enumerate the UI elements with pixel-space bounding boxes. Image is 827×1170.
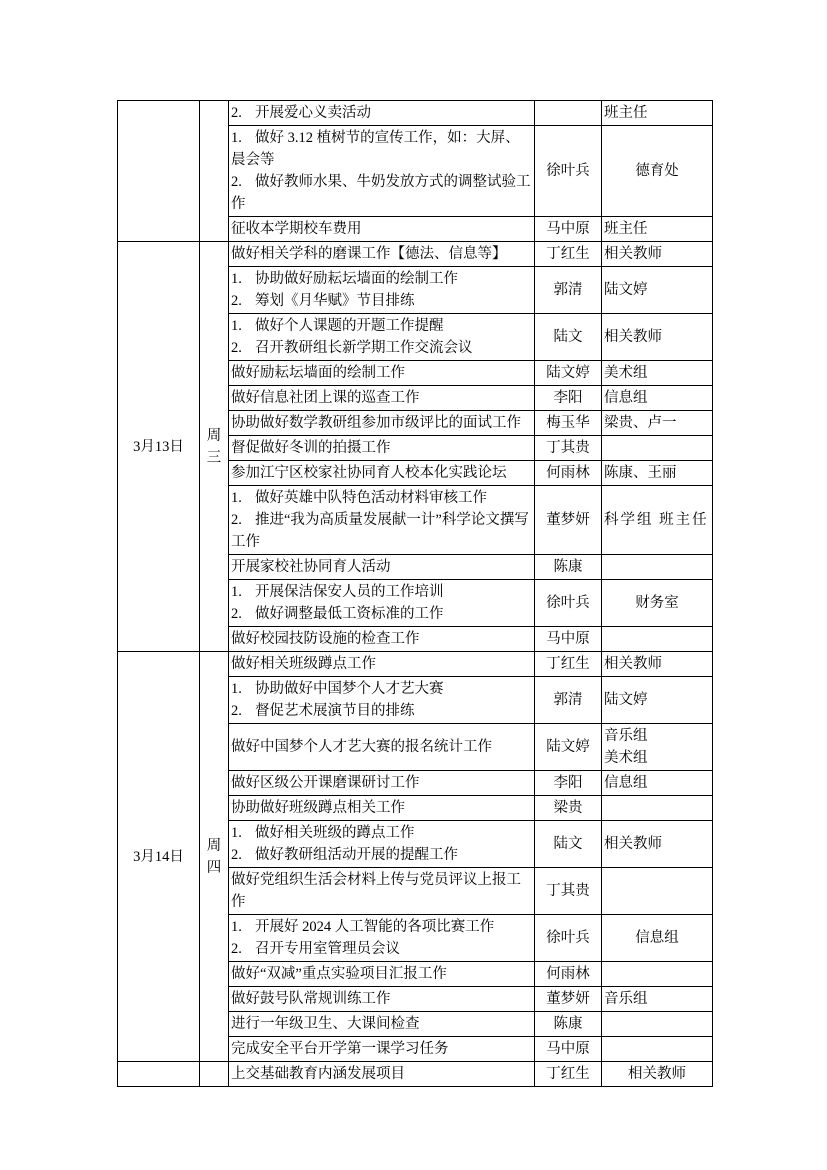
task-line: 1. 做好英雄中队特色活动材料审核工作 bbox=[231, 487, 532, 509]
list-number: 2. bbox=[231, 174, 242, 190]
dept-line: 信息组 bbox=[604, 775, 648, 791]
dept-cell bbox=[602, 461, 713, 486]
task-cell bbox=[229, 677, 535, 724]
dept-line: 相关教师 bbox=[628, 1066, 686, 1082]
task-line: 做好校园技防设施的检查工作 bbox=[231, 631, 420, 647]
person-cell: 徐叶兵 bbox=[535, 915, 602, 962]
dept-cell bbox=[602, 1012, 713, 1037]
task-cell bbox=[229, 1037, 535, 1062]
person-cell: 何雨林 bbox=[535, 962, 602, 987]
dept-cell bbox=[602, 915, 713, 962]
person-cell: 徐叶兵 bbox=[535, 126, 602, 217]
dept-line: 音乐组 bbox=[604, 991, 648, 1007]
date-cell: 3月13日 bbox=[118, 242, 200, 652]
task-line: 做好区级公开课磨课研讨工作 bbox=[231, 775, 420, 791]
task-cell bbox=[229, 1062, 535, 1087]
task-line: 2. 开展爱心义卖活动 bbox=[231, 102, 532, 124]
task-line: 参加江宁区校家社协同育人校本化实践论坛 bbox=[231, 465, 507, 481]
dept-cell bbox=[602, 987, 713, 1012]
task-line: 做好中国梦个人才艺大赛的报名统计工作 bbox=[231, 739, 492, 755]
dept-line: 信息组 bbox=[635, 930, 679, 946]
dept-line: 梁贵、卢一 bbox=[604, 415, 677, 431]
dept-cell bbox=[602, 242, 713, 267]
dept-cell bbox=[602, 1037, 713, 1062]
task-line: 1. 开展保洁保安人员的工作培训 bbox=[231, 581, 532, 603]
list-number: 1. bbox=[231, 919, 242, 935]
task-cell bbox=[229, 580, 535, 627]
dept-cell bbox=[602, 386, 713, 411]
table-row bbox=[118, 242, 713, 267]
task-cell bbox=[229, 486, 535, 555]
dept-cell bbox=[602, 796, 713, 821]
dept-line: 相关教师 bbox=[604, 656, 662, 672]
person-cell: 郭清 bbox=[535, 267, 602, 314]
person-cell: 丁红生 bbox=[535, 652, 602, 677]
task-cell bbox=[229, 361, 535, 386]
task-cell bbox=[229, 868, 535, 915]
weekday-cell: 周四 bbox=[200, 652, 229, 1062]
list-number: 2. bbox=[231, 293, 242, 309]
dept-line: 美术组 bbox=[604, 365, 648, 381]
dept-cell bbox=[602, 724, 713, 771]
list-number: 1. bbox=[231, 318, 242, 334]
task-cell bbox=[229, 461, 535, 486]
table-row bbox=[118, 101, 713, 126]
person-cell: 徐叶兵 bbox=[535, 580, 602, 627]
task-line: 2. 做好调整最低工资标准的工作 bbox=[231, 603, 532, 625]
task-cell bbox=[229, 126, 535, 217]
date-cell bbox=[118, 101, 200, 242]
task-line: 1. 做好个人课题的开题工作提醒 bbox=[231, 315, 532, 337]
person-cell: 何雨林 bbox=[535, 461, 602, 486]
dept-line: 科学组 班主任 bbox=[604, 512, 709, 528]
person-cell bbox=[535, 101, 602, 126]
task-cell bbox=[229, 987, 535, 1012]
dept-cell bbox=[602, 627, 713, 652]
dept-cell bbox=[602, 868, 713, 915]
task-line: 2. 推进“我为高质量发展献一计”科学论文撰写工作 bbox=[231, 509, 532, 553]
person-cell: 董梦妍 bbox=[535, 987, 602, 1012]
person-cell: 李阳 bbox=[535, 771, 602, 796]
task-cell bbox=[229, 915, 535, 962]
task-line: 2. 做好教研组活动开展的提醒工作 bbox=[231, 844, 532, 866]
person-cell: 陆文婷 bbox=[535, 724, 602, 771]
task-line: 完成安全平台开学第一课学习任务 bbox=[231, 1041, 449, 1057]
task-cell bbox=[229, 1012, 535, 1037]
task-line: 2. 召开教研组长新学期工作交流会议 bbox=[231, 337, 532, 359]
weekday-cell: 周三 bbox=[200, 242, 229, 652]
task-line: 开展家校社协同育人活动 bbox=[231, 559, 391, 575]
schedule-table-body bbox=[118, 101, 713, 1087]
task-line: 做好“双减”重点实验项目汇报工作 bbox=[231, 966, 447, 982]
dept-line: 相关教师 bbox=[604, 246, 662, 262]
person-cell: 丁红生 bbox=[535, 1062, 602, 1087]
task-cell bbox=[229, 796, 535, 821]
task-line: 做好信息社团上课的巡查工作 bbox=[231, 390, 420, 406]
task-cell bbox=[229, 242, 535, 267]
person-cell: 马中原 bbox=[535, 1037, 602, 1062]
task-line: 1. 开展好 2024 人工智能的各项比赛工作 bbox=[231, 916, 532, 938]
list-number: 2. bbox=[231, 512, 242, 528]
dept-cell bbox=[602, 436, 713, 461]
dept-line: 陈康、王丽 bbox=[604, 465, 677, 481]
person-cell: 梅玉华 bbox=[535, 411, 602, 436]
task-cell bbox=[229, 436, 535, 461]
person-cell: 陈康 bbox=[535, 1012, 602, 1037]
dept-cell bbox=[602, 1062, 713, 1087]
person-cell: 丁其贵 bbox=[535, 868, 602, 915]
task-line: 进行一年级卫生、大课间检查 bbox=[231, 1016, 420, 1032]
dept-line: 信息组 bbox=[604, 390, 648, 406]
task-cell bbox=[229, 314, 535, 361]
task-cell bbox=[229, 411, 535, 436]
task-line: 协助做好班级蹲点相关工作 bbox=[231, 800, 405, 816]
task-cell bbox=[229, 555, 535, 580]
dept-cell bbox=[602, 314, 713, 361]
schedule-table bbox=[117, 100, 713, 1087]
dept-line: 财务室 bbox=[635, 595, 679, 611]
task-line: 1. 协助做好中国梦个人才艺大赛 bbox=[231, 678, 532, 700]
dept-line: 班主任 bbox=[604, 105, 648, 121]
person-cell: 董梦妍 bbox=[535, 486, 602, 555]
task-cell bbox=[229, 267, 535, 314]
person-cell: 马中原 bbox=[535, 627, 602, 652]
weekday-cell bbox=[200, 101, 229, 242]
task-line: 2. 督促艺术展演节目的排练 bbox=[231, 700, 532, 722]
task-cell bbox=[229, 386, 535, 411]
dept-cell bbox=[602, 486, 713, 555]
dept-cell bbox=[602, 580, 713, 627]
task-line: 做好励耘坛墙面的绘制工作 bbox=[231, 365, 405, 381]
task-line: 做好党组织生活会材料上传与党员评议上报工作 bbox=[231, 872, 521, 910]
list-number: 2. bbox=[231, 606, 242, 622]
task-line: 1. 做好 3.12 植树节的宣传工作，如：大屏、晨会等 bbox=[231, 127, 532, 171]
task-line: 1. 做好相关班级的蹲点工作 bbox=[231, 822, 532, 844]
dept-cell bbox=[602, 677, 713, 724]
person-cell: 陆文婷 bbox=[535, 361, 602, 386]
dept-line: 陆文婷 bbox=[604, 282, 648, 298]
task-line: 2. 筹划《月华赋》节目排练 bbox=[231, 290, 532, 312]
dept-line: 美术组 bbox=[604, 750, 648, 766]
task-cell bbox=[229, 627, 535, 652]
dept-cell bbox=[602, 771, 713, 796]
dept-cell bbox=[602, 126, 713, 217]
task-cell bbox=[229, 217, 535, 242]
list-number: 1. bbox=[231, 681, 242, 697]
list-number: 2. bbox=[231, 105, 242, 121]
dept-cell bbox=[602, 267, 713, 314]
list-number: 1. bbox=[231, 271, 242, 287]
person-cell: 郭清 bbox=[535, 677, 602, 724]
weekday-cell bbox=[200, 1062, 229, 1087]
list-number: 2. bbox=[231, 340, 242, 356]
task-line: 上交基础教育内涵发展项目 bbox=[231, 1066, 405, 1082]
list-number: 2. bbox=[231, 941, 242, 957]
task-cell bbox=[229, 962, 535, 987]
table-row bbox=[118, 652, 713, 677]
dept-cell bbox=[602, 652, 713, 677]
task-line: 2. 召开专用室管理员会议 bbox=[231, 938, 532, 960]
list-number: 1. bbox=[231, 825, 242, 841]
task-cell bbox=[229, 101, 535, 126]
dept-cell bbox=[602, 821, 713, 868]
dept-line: 陆文婷 bbox=[604, 692, 648, 708]
person-cell: 陈康 bbox=[535, 555, 602, 580]
dept-cell bbox=[602, 555, 713, 580]
task-line: 协助做好数学教研组参加市级评比的面试工作 bbox=[231, 415, 521, 431]
list-number: 1. bbox=[231, 490, 242, 506]
dept-line: 相关教师 bbox=[604, 329, 662, 345]
dept-cell bbox=[602, 361, 713, 386]
dept-line: 班主任 bbox=[604, 221, 648, 237]
task-line: 做好相关学科的磨课工作【德法、信息等】 bbox=[231, 246, 507, 262]
person-cell: 梁贵 bbox=[535, 796, 602, 821]
dept-cell bbox=[602, 217, 713, 242]
task-line: 督促做好冬训的拍摄工作 bbox=[231, 440, 391, 456]
person-cell: 丁其贵 bbox=[535, 436, 602, 461]
task-line: 征收本学期校车费用 bbox=[231, 221, 362, 237]
task-line: 2. 做好教师水果、牛奶发放方式的调整试验工作 bbox=[231, 171, 532, 215]
list-number: 2. bbox=[231, 703, 242, 719]
list-number: 1. bbox=[231, 584, 242, 600]
task-cell bbox=[229, 771, 535, 796]
dept-cell bbox=[602, 962, 713, 987]
dept-cell bbox=[602, 101, 713, 126]
list-number: 2. bbox=[231, 847, 242, 863]
task-cell bbox=[229, 652, 535, 677]
table-row bbox=[118, 1062, 713, 1087]
task-line: 做好相关班级蹲点工作 bbox=[231, 656, 376, 672]
dept-line: 音乐组 bbox=[604, 728, 648, 744]
list-number: 1. bbox=[231, 130, 242, 146]
person-cell: 马中原 bbox=[535, 217, 602, 242]
task-line: 做好鼓号队常规训练工作 bbox=[231, 991, 391, 1007]
date-cell: 3月14日 bbox=[118, 652, 200, 1062]
dept-line: 相关教师 bbox=[604, 836, 662, 852]
task-cell bbox=[229, 724, 535, 771]
person-cell: 陆文 bbox=[535, 314, 602, 361]
task-cell bbox=[229, 821, 535, 868]
date-cell bbox=[118, 1062, 200, 1087]
person-cell: 李阳 bbox=[535, 386, 602, 411]
person-cell: 丁红生 bbox=[535, 242, 602, 267]
dept-line: 德育处 bbox=[635, 163, 679, 179]
task-line: 1. 协助做好励耘坛墙面的绘制工作 bbox=[231, 268, 532, 290]
person-cell: 陆文 bbox=[535, 821, 602, 868]
dept-cell bbox=[602, 411, 713, 436]
